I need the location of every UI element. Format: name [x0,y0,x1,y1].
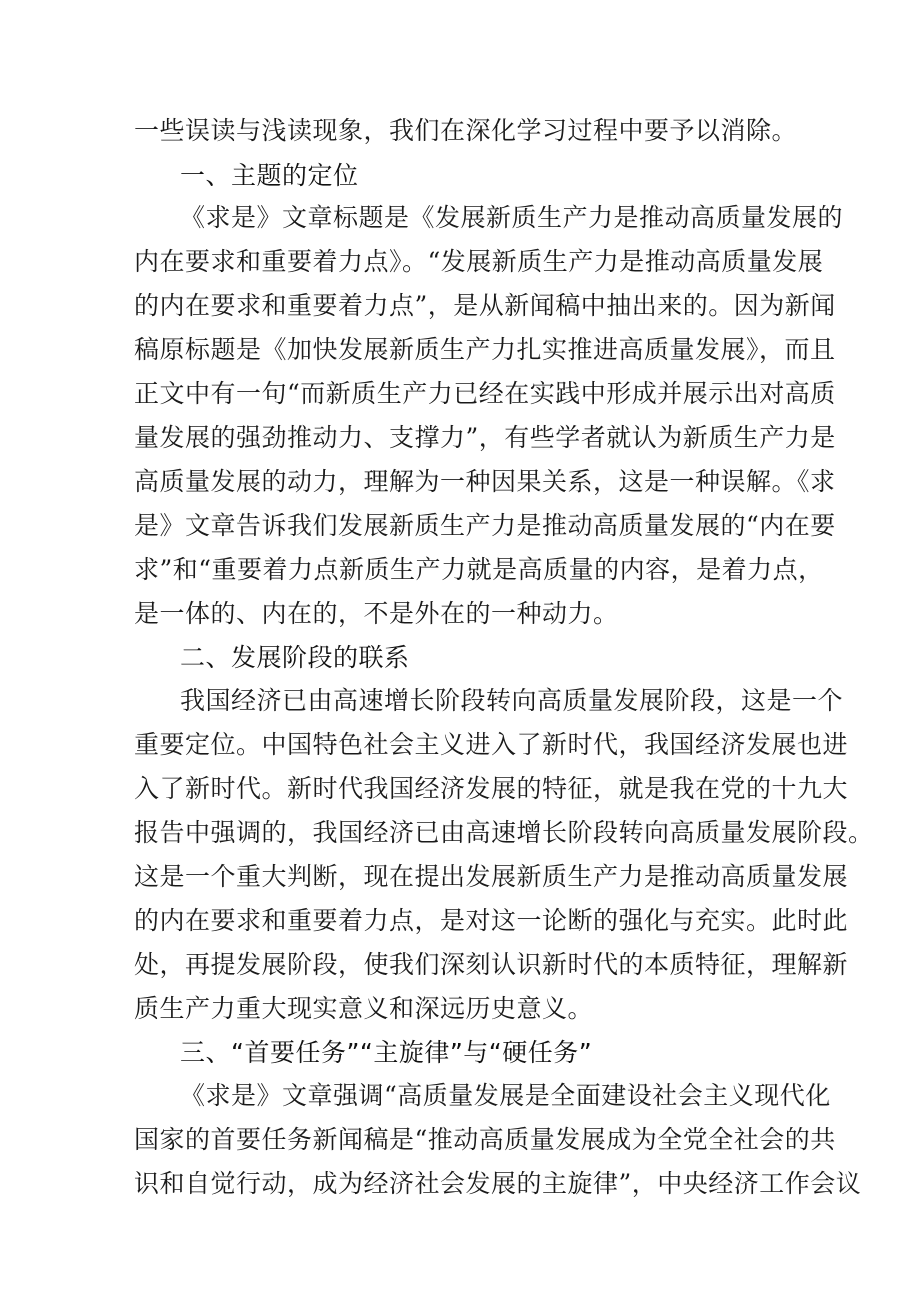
paragraph-line: 入了新时代。新时代我国经济发展的特征，就是我在党的十九大 [134,774,849,803]
paragraph-line: 高质量发展的动力，理解为一种因果关系，这是一种误解。《求 [134,467,836,496]
paragraph-line: 正文中有一句“而新质生产力已经在实践中形成并展示出对高质 [134,379,836,408]
paragraph-line: 处，再提发展阶段，使我们深刻认识新时代的本质特征，理解新 [134,950,849,979]
paragraph-line: 内在要求和重要着力点》。“发展新质生产力是推动高质量发展 [134,247,824,276]
section-heading-3: 三、“首要任务”“主旋律”与“硬任务” [180,1038,593,1067]
paragraph-line: 求”和“重要着力点新质生产力就是高质量的内容，是着力点， [134,555,824,584]
paragraph-line: 是》文章告诉我们发展新质生产力是推动高质量发展的“内在要 [134,511,836,540]
paragraph-line: 的内在要求和重要着力点，是对这一论断的强化与充实。此时此 [134,906,849,935]
paragraph-line: 质生产力重大现实意义和深远历史意义。 [134,994,594,1023]
paragraph-line: 重要定位。中国特色社会主义进入了新时代，我国经济发展也进 [134,730,849,759]
paragraph-line: 这是一个重大判断，现在提出发展新质生产力是推动高质量发展 [134,862,849,891]
paragraph-line: 是一体的、内在的，不是外在的一种动力。 [134,599,619,628]
paragraph-line: 报告中强调的，我国经济已由高速增长阶段转向高质量发展阶段。 [134,818,874,847]
intro-line: 一些误读与浅读现象，我们在深化学习过程中要予以消除。 [134,116,798,145]
paragraph-line: 识和自觉行动，成为经济社会发展的主旋律”，中央经济工作会议 [134,1169,862,1198]
paragraph-line: 量发展的强劲推动力、支撑力”，有些学者就认为新质生产力是 [134,423,836,452]
paragraph-line: 国家的首要任务新闻稿是“推动高质量发展成为全党全社会的共 [134,1125,836,1154]
section-heading-1: 一、主题的定位 [180,161,359,190]
paragraph-line: 稿原标题是《加快发展新质生产力扎实推进高质量发展》，而且 [134,335,836,364]
paragraph-line: 我国经济已由高速增长阶段转向高质量发展阶段，这是一个 [180,686,844,715]
section-heading-2: 二、发展阶段的联系 [180,643,410,672]
paragraph-line: 的内在要求和重要着力点”，是从新闻稿中抽出来的。因为新闻 [134,291,836,320]
paragraph-line: 《求是》文章标题是《发展新质生产力是推动高质量发展的 [180,203,844,232]
paragraph-line: 《求是》文章强调“高质量发展是全面建设社会主义现代化 [180,1081,831,1110]
